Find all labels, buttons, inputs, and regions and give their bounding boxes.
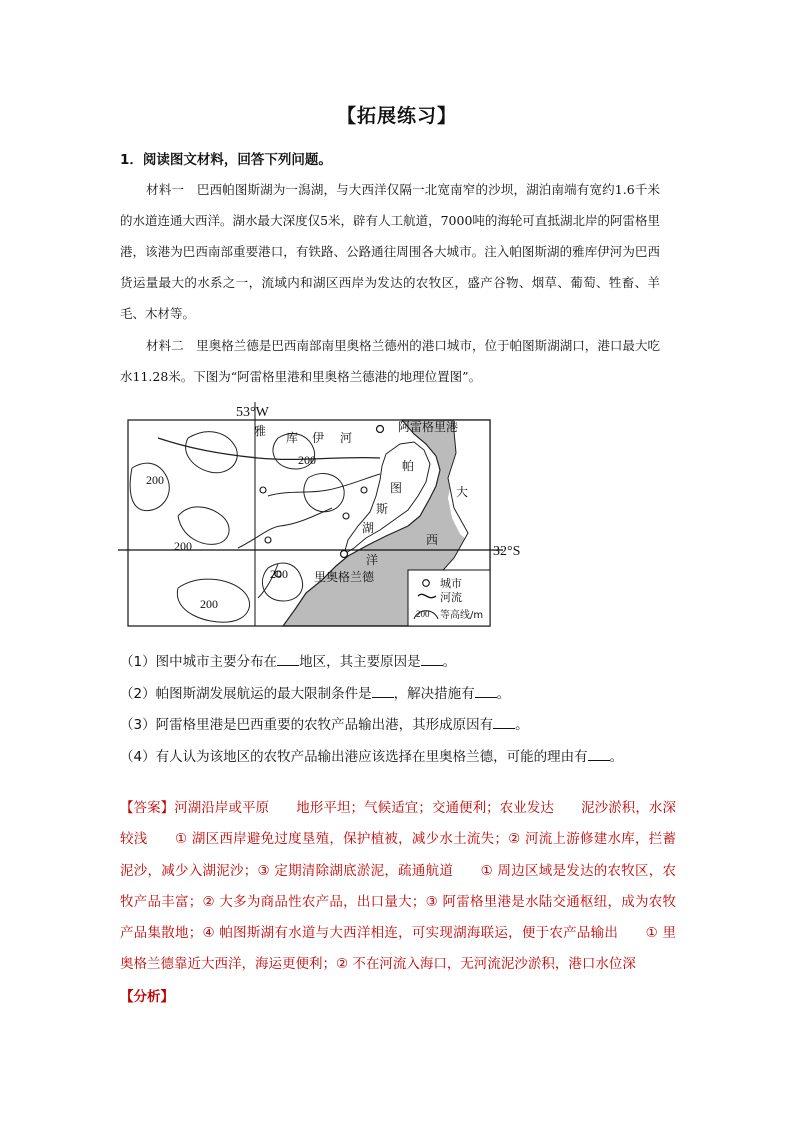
- answer-text: 河湖沿岸或平原 地形平坦；气候适宜；交通便利；农业发达 泥沙淤积，水深较浅 ① 湖区西岸避免过度垦殖，保护植被，减少水土流失；② 河流上游修建水库，拦蓄泥沙，减少入湖泥沙；③ 定期清除湖底淤泥，疏通航道 ① 周边区域是发达的农牧区，农牧产品丰富；② 大多为商品性农产品，出口量大；③ 阿雷格里港是水陆交通枢纽，成为农牧产品集散地；④ 帕图斯湖有水道与大西洋相连，可实现湖海联运，便于农产品输出 ① 里奥格兰德靠近大西洋，海运更便利；② 不在河流入海口，无河流泥沙淤积，港口水位深: [120, 800, 676, 973]
- contour-value-label: 200: [174, 539, 192, 553]
- sub-question-text: 。: [515, 717, 529, 733]
- contour-line: [186, 432, 238, 473]
- material-one-text: 材料一 巴西帕图斯湖为一潟湖，与大西洋仅隔一北宽南窄的沙坝，湖泊南端有宽约1.6千米的水道连通大西洋。湖水最大深度仅5米，辟有人工航道，7000吨的海轮可直抵湖北岸的阿雷格里港，该港为巴西南部重要港口，有铁路、公路通往周围各大城市。注入帕图斯湖的雅库伊河为巴西货运量最大的水系之一，流域内和湖区西岸为发达的农牧区，盛产谷物、烟草、葡萄、牲畜、羊毛、木材等。: [120, 182, 660, 321]
- ocean-name-char: 大: [456, 485, 469, 499]
- city-label-porto-alegre: 阿雷格里港: [398, 420, 459, 434]
- river-tributary: [238, 508, 332, 548]
- river-name-char: 伊: [312, 431, 325, 445]
- legend-river-label: 河流: [440, 591, 462, 604]
- city-marker: [341, 551, 348, 558]
- lake-name-char: 图: [390, 481, 403, 495]
- city-marker: [343, 513, 349, 519]
- answer-blank: [277, 653, 299, 666]
- sub-question-4: [120, 745, 623, 765]
- answer-block: [120, 793, 676, 981]
- material-two-text: 材料二 里奥格兰德是巴西南部南里奥格兰德州的港口城市，位于帕图斯湖湖口，港口最大吃水11.28米。下图为“阿雷格里港和里奥格兰德港的地理位置图”。: [120, 338, 660, 384]
- answer-blank: [588, 748, 610, 761]
- legend-city-label: 城市: [440, 577, 462, 590]
- answer-blank: [475, 685, 497, 698]
- city-marker: [260, 487, 266, 493]
- sub-question-text: 。: [609, 749, 624, 765]
- legend-contour-label: 等高线/m: [440, 610, 484, 621]
- sub-question-text: （2）帕图斯湖发展航运的最大限制条件是: [120, 686, 372, 702]
- sub-question-text: （3）阿雷格里港是巴西重要的农牧产品输出港，其形成原因有: [120, 717, 494, 733]
- answer-blank: [493, 716, 515, 729]
- answer-blank: [421, 653, 443, 666]
- material-two: [120, 330, 660, 392]
- sub-question-3: [120, 713, 529, 733]
- sub-question-text: ，解决措施有: [393, 686, 475, 702]
- river-name-char: 雅: [254, 424, 267, 438]
- map-legend: [408, 570, 490, 626]
- contour-value-label: 200: [270, 567, 288, 581]
- material-one: [120, 174, 660, 329]
- city-marker: [361, 487, 367, 493]
- legend-city-symbol: [423, 580, 430, 587]
- city-label-rio-grande: 里奥格兰德: [314, 570, 375, 584]
- lake-name-char: 斯: [376, 502, 389, 516]
- legend-contour-value: 200: [416, 609, 430, 619]
- sub-question-text: 地区，其主要原因是: [299, 654, 421, 670]
- contour-value-label: 200: [200, 597, 218, 611]
- lake-name-char: 帕: [402, 459, 415, 473]
- city-marker: [377, 426, 384, 433]
- river-name-char: 河: [340, 431, 353, 445]
- sub-question-1: [120, 650, 456, 670]
- question-heading: 1．阅读图文材料，回答下列问题。: [120, 152, 332, 168]
- analysis-tag: 【分析】: [120, 989, 174, 1005]
- river-name-char: 库: [286, 431, 299, 445]
- contour-line: [304, 474, 344, 512]
- lake-name-char: 湖: [362, 521, 375, 535]
- contour-value-label: 200: [146, 473, 164, 487]
- sub-question-text: （1）图中城市主要分布在: [120, 654, 278, 670]
- longitude-label: 53°W: [236, 405, 269, 420]
- answer-blank: [372, 685, 394, 698]
- latitude-label: 32°S: [493, 544, 521, 559]
- ocean-name-char: 西: [426, 533, 439, 547]
- location-map: [118, 398, 538, 630]
- city-marker: [265, 537, 271, 543]
- ocean-name-char: 洋: [366, 553, 379, 567]
- page-title: 【拓展练习】: [336, 105, 457, 127]
- contour-value-label: 200: [298, 453, 316, 467]
- sub-question-text: （4）有人认为该地区的农牧产品输出港应该选择在里奥格兰德，可能的理由有: [120, 749, 588, 765]
- sub-question-text: 。: [496, 686, 511, 702]
- sub-question-text: 。: [442, 654, 457, 670]
- answer-tag: 【答案】: [120, 800, 175, 816]
- sub-question-2: [120, 682, 510, 702]
